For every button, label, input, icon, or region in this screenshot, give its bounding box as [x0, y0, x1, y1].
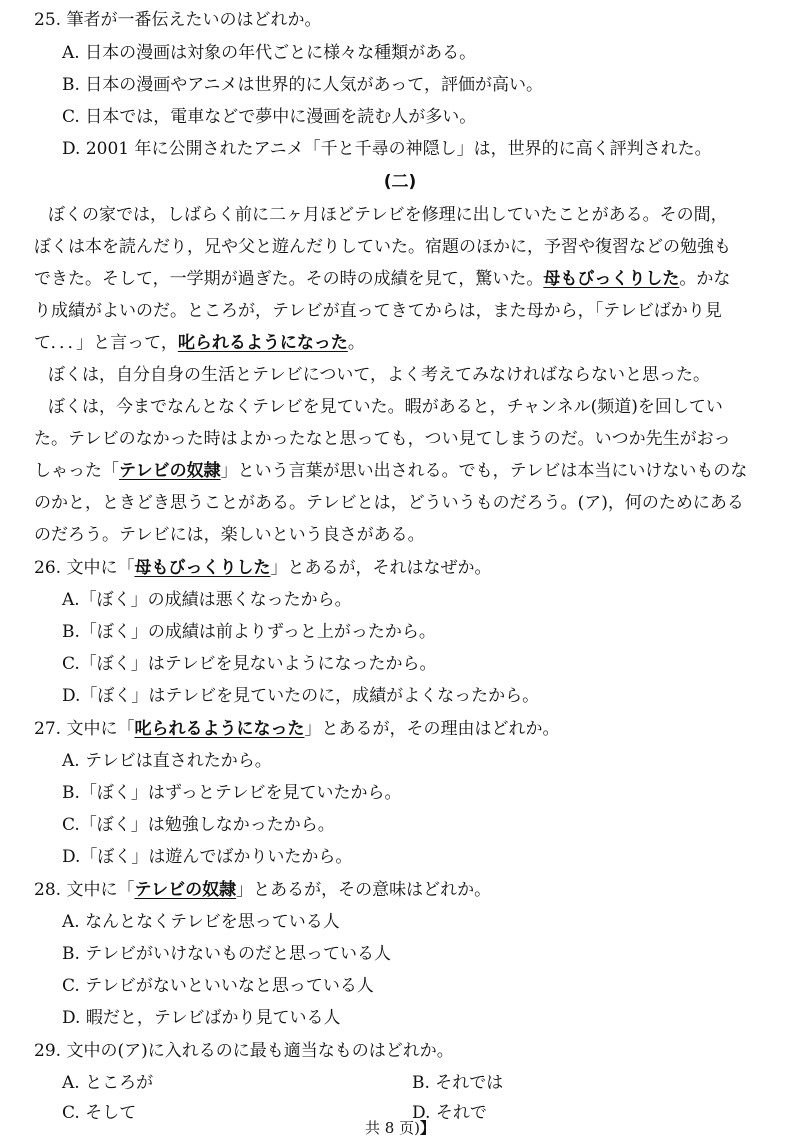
passage-line: [34, 331, 365, 355]
passage-line: た。テレビのなかった時はよかったなと思っても，つい見てしまうのだ。いつか先生がおっ: [34, 429, 731, 449]
passage-text: できた。そして，一学期が過ぎた。その時の成績を見て，驚いた。: [34, 269, 544, 289]
q26-stem-prefix: 26. 文中に「: [34, 558, 135, 578]
q27-stem-suffix: 」とあるが，その理由はどれか。: [304, 719, 560, 739]
underlined-phrase: 母もびっくりした: [543, 269, 680, 289]
q25-option-d: D. 2001 年に公開されたアニメ「千と千尋の神隠し」は，世界的に高く評判された。: [62, 139, 712, 159]
q28-quoted-phrase: テレビの奴隷: [134, 880, 237, 900]
underlined-phrase: テレビの奴隷: [119, 461, 221, 481]
q26-stem-suffix: 」とあるが，それはなぜか。: [270, 558, 492, 578]
passage-text: 。: [347, 333, 365, 353]
passage-line: ぼくは本を読んだり，兄や父と遊んだりしていた。宿題のほかに，予習や復習などの勉強も: [34, 237, 731, 257]
q26-quoted-phrase: 母もびっくりした: [134, 558, 271, 578]
q29-option-c: C. そして: [62, 1103, 137, 1123]
q28-option-d: D. 暇だと，テレビばかり見ている人: [62, 1008, 341, 1028]
q28-stem-suffix: 」とあるが，その意味はどれか。: [236, 880, 492, 900]
footer-bracket: 】: [419, 1119, 435, 1137]
q28-option-c: C. テレビがないといいなと思っている人: [62, 976, 374, 996]
q29-stem: 29. 文中の(ア)に入れるのに最も適当なものはどれか。: [34, 1041, 454, 1061]
passage-line: ぼくは，自分自身の生活とテレビについて，よく考えてみなければならないと思った。: [48, 365, 710, 385]
passage-line: [34, 459, 747, 483]
q25-option-a: A. 日本の漫画は対象の年代ごとに様々な種類がある。: [62, 43, 477, 63]
q25-option-c: C. 日本では，電車などで夢中に漫画を読む人が多い。: [62, 107, 477, 127]
passage-line: のだろう。テレビには，楽しいという良さがある。: [34, 525, 425, 545]
passage-text: 。かな: [679, 269, 731, 289]
passage-text: て．．．」と言って，: [34, 333, 178, 353]
page-count: 共 8 页): [365, 1119, 420, 1137]
q29-option-b: B. それでは: [412, 1073, 504, 1093]
q25-stem: 25. 筆者が一番伝えたいのはどれか。: [34, 10, 322, 30]
underlined-phrase: 叱られるようになった: [177, 333, 348, 353]
q27-option-c: C.「ぼく」は勉強しなかったから。: [62, 815, 335, 835]
q26-option-c: C.「ぼく」はテレビを見ないようになったから。: [62, 654, 437, 674]
q27-option-d: D.「ぼく」は遊んでばかりいたから。: [62, 847, 353, 867]
passage-line: [34, 267, 730, 291]
q29-option-a: A. ところが: [62, 1073, 154, 1093]
q27-option-a: A. テレビは直されたから。: [62, 751, 272, 771]
q28-stem-prefix: 28. 文中に「: [34, 880, 135, 900]
passage-line: ぼくの家では，しばらく前に二ヶ月ほどテレビを修理に出していたことがある。その間，: [48, 205, 728, 225]
q27-option-b: B.「ぼく」はずっとテレビを見ていたから。: [62, 783, 402, 803]
page-footer: [0, 1118, 800, 1138]
q28-option-b: B. テレビがいけないものだと思っている人: [62, 944, 391, 964]
q25-option-b: B. 日本の漫画やアニメは世界的に人気があって，評価が高い。: [62, 75, 543, 95]
q28-option-a: A. なんとなくテレビを思っている人: [62, 912, 340, 932]
passage-text: 」という言葉が思い出される。でも，テレビは本当にいけないものな: [220, 461, 748, 481]
q26-option-a: A.「ぼく」の成績は悪くなったから。: [62, 590, 352, 610]
passage-line: ぼくは，今までなんとなくテレビを見ていた。暇があると，チャンネル(频道)を回してい: [48, 397, 723, 417]
q26-option-b: B.「ぼく」の成績は前よりずっと上がったから。: [62, 622, 436, 642]
q26-stem: [34, 556, 491, 580]
q26-option-d: D.「ぼく」はテレビを見ていたのに，成績がよくなったから。: [62, 686, 540, 706]
q27-stem-prefix: 27. 文中に「: [34, 719, 135, 739]
passage-text: しゃった「: [34, 461, 119, 481]
passage-line: のかと，ときどき思うことがある。テレビとは，どういうものだろう。(ア)，何のためにある: [34, 493, 744, 513]
q29-option-d: D. それで: [412, 1103, 487, 1123]
q27-stem: [34, 717, 559, 741]
passage-line: り成績がよいのだ。ところが，テレビが直ってきてからは，また母から，「テレビばかり見: [34, 301, 722, 321]
q27-quoted-phrase: 叱られるようになった: [134, 719, 305, 739]
q28-stem: [34, 878, 491, 902]
section-heading: (二): [383, 172, 417, 192]
